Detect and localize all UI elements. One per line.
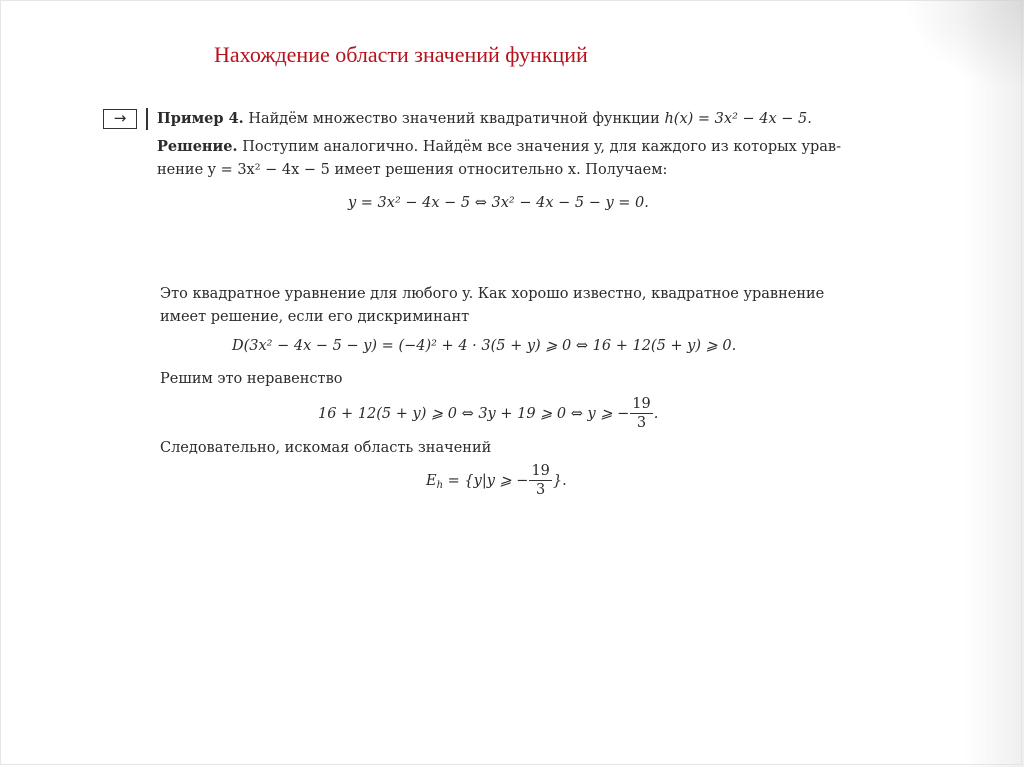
solution-line-2: нение y = 3x² − 4x − 5 имеет решения относительно x. Получаем: xyxy=(157,162,668,178)
formula-4-end: }. xyxy=(552,472,567,489)
formula-4-e-letter: E xyxy=(426,472,437,489)
example-divider xyxy=(146,108,148,130)
discussion-line-3: Решим это неравенство xyxy=(160,371,343,387)
formula-4-mid: = {y|y ⩾ − xyxy=(443,472,529,489)
formula-1: y = 3x² − 4x − 5 ⇔ 3x² − 4x − 5 − y = 0. xyxy=(348,195,649,211)
fraction-denominator-2: 3 xyxy=(536,482,546,498)
example-text: Найдём множество значений квадратичной функции xyxy=(248,111,660,127)
slide-shadow-corner xyxy=(904,0,1024,90)
formula-3-end: . xyxy=(653,405,659,422)
slide-shadow-right xyxy=(964,0,1024,767)
fraction-numerator: 19 xyxy=(632,396,651,412)
slide-title: Нахождение области значений функций xyxy=(214,42,588,67)
fraction-denominator: 3 xyxy=(636,415,647,431)
solution-line-1 xyxy=(157,138,841,155)
formula-4-e xyxy=(426,473,443,489)
formula-3 xyxy=(318,395,658,432)
example-function: h(x) = 3x² − 4x − 5. xyxy=(664,111,812,127)
fraction-19-3 xyxy=(630,395,652,432)
fraction-numerator-2: 19 xyxy=(531,463,550,479)
example-label: Пример 4. xyxy=(157,110,244,127)
formula-2: D(3x² − 4x − 5 − y) = (−4)² + 4 · 3(5 + y) ⩾ 0 ⇔ 16 + 12(5 + y) ⩾ 0. xyxy=(232,338,737,354)
discussion-line-2: имеет решение, если его дискриминант xyxy=(160,309,470,325)
arrow-right-icon: → xyxy=(103,109,137,129)
formula-4 xyxy=(426,462,567,499)
solution-label: Решение. xyxy=(157,138,238,155)
discussion-line-1: Это квадратное уравнение для любого y. Как хорошо известно, квадратное уравнение xyxy=(160,286,825,302)
fraction-19-3-second xyxy=(529,462,551,499)
formula-3-left: 16 + 12(5 + y) ⩾ 0 ⇔ 3y + 19 ⩾ 0 ⇔ y ⩾ − xyxy=(318,405,630,422)
discussion-line-4: Следовательно, искомая область значений xyxy=(160,440,492,456)
solution-text-1: Поступим аналогично. Найдём все значения y, для каждого из которых урав- xyxy=(242,139,841,155)
formula-4-subscript: h xyxy=(436,479,444,491)
example-line xyxy=(157,110,812,127)
